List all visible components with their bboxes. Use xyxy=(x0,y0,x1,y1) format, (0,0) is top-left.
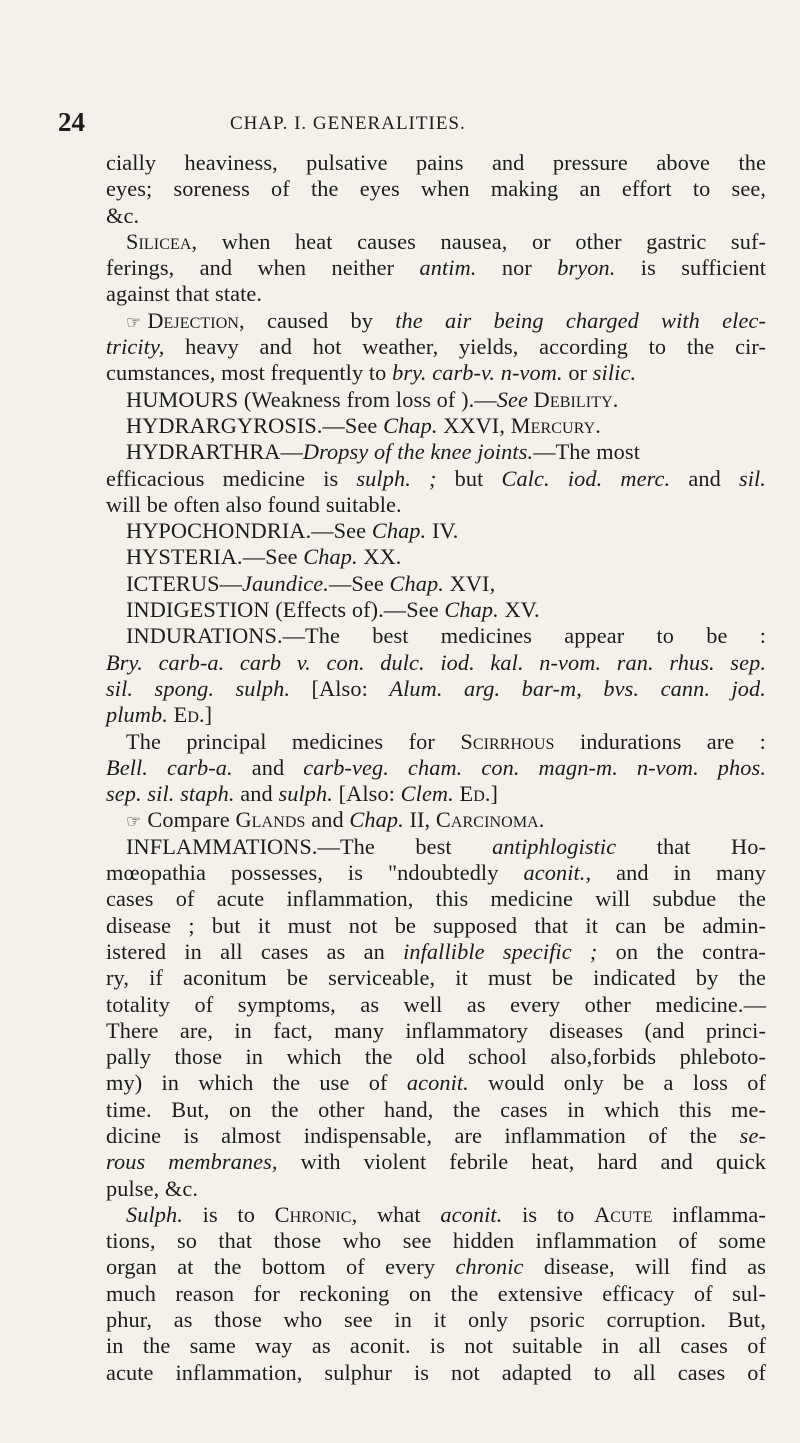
entry-indigestion: INDIGESTION (Effects of).—See Chap. XV. xyxy=(126,597,540,623)
entry-inflammations: INFLAMMATIONS.—The best antiphlogistic that Ho- xyxy=(126,833,766,859)
text-line: ferings, and when neither antim. nor bryon. is sufficient xyxy=(106,255,766,281)
text-line: my) in which the use of aconit. would only be a loss of xyxy=(106,1070,766,1096)
page-header xyxy=(58,107,758,135)
text-line: against that state. xyxy=(106,281,263,307)
text-line: Bry. carb-a. carb v. con. dulc. iod. kal. n-vom. ran. rhus. sep. xyxy=(106,649,766,675)
entry-hypochondria: HYPOCHONDRIA.—See Chap. IV. xyxy=(126,518,459,544)
text-line: eyes; soreness of the eyes when making an effort to see, xyxy=(106,176,766,202)
text-line: cially heaviness, pulsative pains and pressure above the xyxy=(106,150,766,175)
text-line: The principal medicines for Scirrhous indurations are : xyxy=(126,728,766,754)
entry-icterus: ICTERUS—Jaundice.—See Chap. XVI, xyxy=(126,570,496,596)
text-line: time. But, on the other hand, the cases in which this me- xyxy=(106,1096,766,1122)
text-line: totality of symptoms, as well as every other medicine.— xyxy=(106,991,766,1017)
text-line: cases of acute inflammation, this medicine will subdue the xyxy=(106,886,766,912)
text-line: dicine is almost indispensable, are inflammation of the se- xyxy=(106,1122,766,1148)
entry-indurations: INDURATIONS.—The best medicines appear to be : xyxy=(126,623,766,649)
text-line: ☞ Dejection, caused by the air being charged with elec- xyxy=(106,308,766,334)
body-text xyxy=(106,150,766,1386)
text-line: efficacious medicine is sulph. ; but Calc. iod. merc. and sil. xyxy=(106,465,766,491)
text-line: Bell. carb-a. and carb-veg. cham. con. magn-m. n-vom. phos. xyxy=(106,754,766,780)
text-line: Silicea, when heat causes nausea, or other gastric suf- xyxy=(126,228,766,254)
text-line: mœopathia possesses, is "ndoubtedly aconit., and in many xyxy=(106,860,766,886)
text-line: tricity, heavy and hot weather, yields, according to the cir- xyxy=(106,334,766,360)
text-line: pally those in which the old school also,forbids phleboto- xyxy=(106,1044,766,1070)
entry-hydrargyrosis: HYDRARGYROSIS.—See Chap. XXVI, Mercury. xyxy=(126,412,601,438)
text-line: There are, in fact, many inflammatory diseases (and princi- xyxy=(106,1017,766,1043)
text-line: much reason for reckoning on the extensive efficacy of sul- xyxy=(106,1280,766,1306)
running-title: CHAP. I. GENERALITIES. xyxy=(230,113,466,134)
text-line: will be often also found suitable. xyxy=(106,491,402,517)
entry-hysteria: HYSTERIA.—See Chap. XX. xyxy=(126,544,402,570)
text-line: organ at the bottom of every chronic disease, will find as xyxy=(106,1254,766,1280)
text-line: Sulph. is to Chronic, what aconit. is to Acute inflamma- xyxy=(126,1201,766,1227)
text-line: sil. spong. sulph. [Also: Alum. arg. bar-m, bvs. cann. jod. xyxy=(106,675,766,701)
remedy-name: Silicea, xyxy=(126,228,198,254)
text-line: sep. sil. staph. and sulph. [Also: Clem. Ed.] xyxy=(106,781,499,807)
text-line: cumstances, most frequently to bry. carb-v. n-vom. or silic. xyxy=(106,360,637,386)
page-number: 24 xyxy=(58,107,85,137)
text-line: &c. xyxy=(106,202,140,228)
pointing-hand-icon: ☞ xyxy=(126,312,142,332)
text-line: istered in all cases as an infallible specific ; on the contra- xyxy=(106,938,766,964)
text-line: plumb. Ed.] xyxy=(106,702,213,728)
text-line: in the same way as aconit. is not suitable in all cases of xyxy=(106,1333,766,1359)
text-line: rous membranes, with violent febrile heat, hard and quick xyxy=(106,1149,766,1175)
text-line: phur, as those who see in it only psoric corruption. But, xyxy=(106,1307,766,1333)
text-line: acute inflammation, sulphur is not adapted to all cases of xyxy=(106,1359,766,1385)
text-line: pulse, &c. xyxy=(106,1175,199,1201)
text-line: disease ; but it must not be supposed that it can be admin- xyxy=(106,912,766,938)
entry-humours: HUMOURS (Weakness from loss of ).—See Debility. xyxy=(126,386,619,412)
entry-hydrarthra: HYDRARTHRA—Dropsy of the knee joints.—The most xyxy=(126,439,640,465)
text-line: ☞ Compare Glands and Chap. II, Carcinoma. xyxy=(106,807,766,833)
text-line: ry, if aconitum be serviceable, it must be indicated by the xyxy=(106,965,766,991)
pointing-hand-icon: ☞ xyxy=(126,812,142,832)
text-line: tions, so that those who see hidden inflammation of some xyxy=(106,1228,766,1254)
